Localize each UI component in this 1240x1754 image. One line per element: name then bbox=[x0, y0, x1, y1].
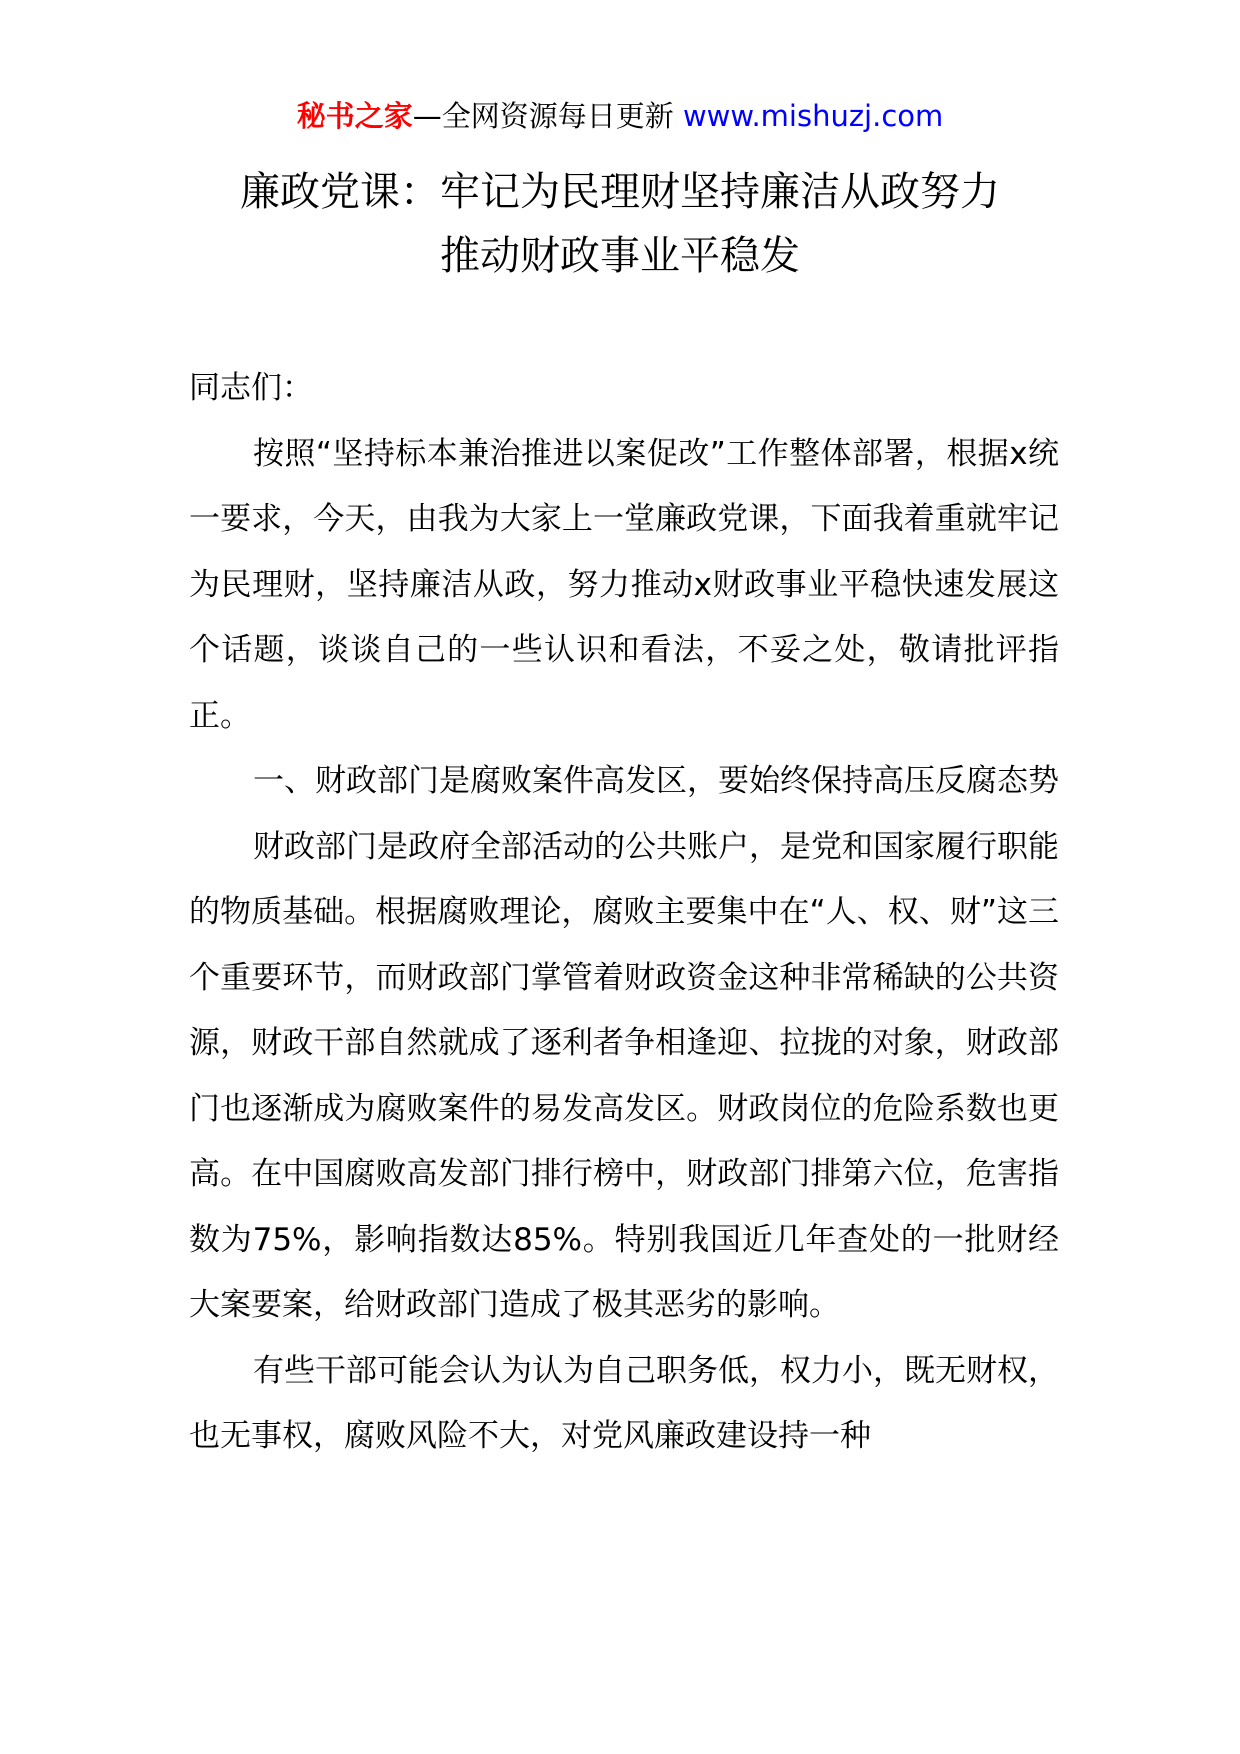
site-brand: 秘书之家 bbox=[296, 99, 413, 133]
site-url-link[interactable]: www.mishuzj.com bbox=[682, 99, 944, 133]
site-header bbox=[0, 96, 1240, 136]
document-title-line-2: 推动财政事业平稳发 bbox=[440, 233, 800, 279]
paragraph-finance-dept: 财政部门是政府全部活动的公共账户，是党和国家履行职能的物质基础。根据腐败理论，腐败主要集中在“人、权、财”这三个重要环节，而财政部门掌管着财政资金这种非常稀缺的公共资源，财政干部自然就成了逐利者争相逢迎、拉拢的对象，财政部门也逐渐成为腐败案件的易发高发区。财政岗位的危险系数也更高。在中国腐败高发部门排行榜中，财政部门排第六位，危害指数为75%，影响指数达85%。特别我国近几年查处的一批财经大案要案，给财政部门造成了极其恶劣的影响。 bbox=[189, 828, 1059, 1323]
paragraph-intro: 按照“坚持标本兼治推进以案促改”工作整体部署，根据x统一要求，今天，由我为大家上一堂廉政党课，下面我着重就牢记为民理财，坚持廉洁从政，努力推动x财政事业平稳快速发展这个话题，谈谈自己的一些认识和看法，不妥之处，敬请批评指正。 bbox=[189, 435, 1059, 734]
salutation: 同志们： bbox=[189, 370, 313, 406]
paragraph-cadres: 有些干部可能会认为认为自己职务低，权力小，既无财权，也无事权，腐败风险不大，对党风廉政建设持一种 bbox=[189, 1352, 1059, 1454]
document-body bbox=[189, 356, 1059, 1470]
site-tagline: —全网资源每日更新 bbox=[412, 99, 683, 133]
section-heading-1: 一、财政部门是腐败案件高发区，要始终保持高压反腐态势 bbox=[253, 763, 1059, 799]
document-title-line-1: 廉政党课：牢记为民理财坚持廉洁从政努力 bbox=[240, 169, 1000, 215]
